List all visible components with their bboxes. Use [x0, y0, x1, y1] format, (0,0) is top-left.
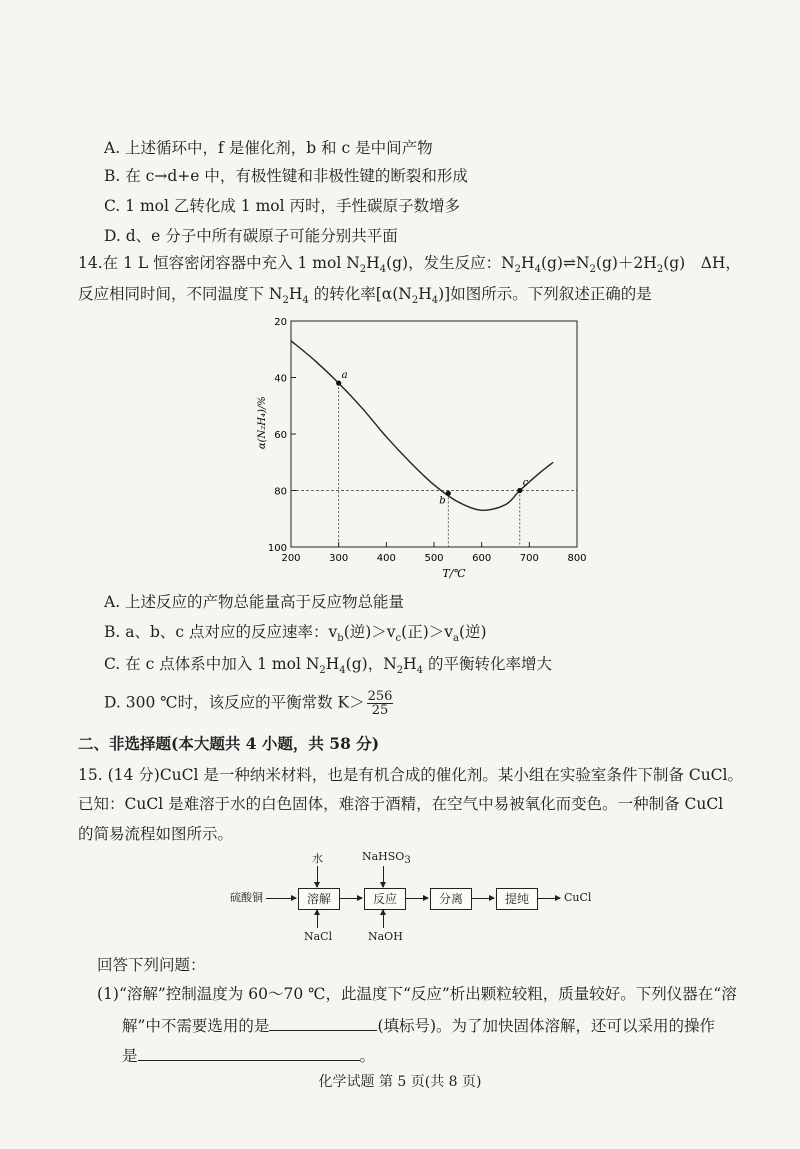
- flow-arrow: [538, 898, 560, 899]
- q15-sub1-line2: 解”中不需要选用的是 (填标号)。为了加快固体溶解，还可以采用的操作: [122, 1017, 716, 1035]
- flow-arrow: [472, 898, 494, 899]
- fraction: $\frac{256}{25}$: [367, 689, 393, 718]
- flow-naoh-label: NaOH: [368, 930, 403, 943]
- prev-option-c: C. 1 mol 乙转化成 1 mol 丙时，手性碳原子数增多: [104, 197, 460, 215]
- point-c: [517, 488, 522, 493]
- y-tick-label: 80: [274, 486, 287, 498]
- point-label-c: c: [522, 477, 529, 489]
- answer-blank[interactable]: [138, 1046, 360, 1061]
- section-heading: 二、非选择题(本大题共 4 小题，共 58 分): [78, 734, 380, 753]
- y-tick-label: 40: [274, 373, 287, 385]
- flow-arrow-down: [383, 866, 384, 887]
- q15-line1: 15. (14 分)CuCl 是一种纳米材料，也是有机合成的催化剂。某小组在实验室条件下制备 CuCl。: [78, 766, 743, 784]
- q14-stem-line1: 14.在 1 L 恒容密闭容器中充入 1 mol $N_2H_4(g)$，发生反应：$N_2H_4(g)\rightleftharpoons N_2(g)+2H_2(g)$ ΔH，: [78, 254, 741, 276]
- flow-output: CuCl: [564, 891, 592, 904]
- y-tick-label: 100: [267, 543, 287, 554]
- process-flowchart: [230, 848, 630, 948]
- y-tick-label: 20: [274, 317, 287, 328]
- x-tick-label: 400: [376, 553, 396, 564]
- page-footer: 化学试题 第 5 页(共 8 页): [318, 1074, 482, 1090]
- answer-blank[interactable]: [269, 1016, 377, 1031]
- x-tick-label: 200: [281, 553, 301, 564]
- point-b: [446, 491, 451, 496]
- flow-input: 硫酸铜: [230, 891, 263, 904]
- flow-step-react: 反应: [364, 888, 406, 910]
- x-tick-label: 300: [329, 553, 349, 564]
- q14-stem-line2: 反应相同时间，不同温度下 $N_2H_4$ 的转化率$[\alpha(N_2H_4)]$如图所示。下列叙述正确的是: [78, 285, 652, 307]
- x-axis-label: T/℃: [442, 567, 466, 580]
- flow-nahso3-label: NaHSO$_3$: [362, 850, 411, 867]
- x-tick-label: 700: [519, 553, 539, 564]
- y-tick-label: 60: [274, 430, 287, 441]
- flow-arrow-up: [383, 910, 384, 928]
- flow-nacl-label: NaCl: [304, 930, 333, 943]
- point-label-b: b: [439, 495, 446, 507]
- q15-sub1-line1: (1)“溶解”控制温度为 60～70 ℃，此温度下“反应”析出颗粒较粗，质量较好。下列仪器在“溶: [97, 985, 737, 1003]
- prev-option-a: A. 上述循环中，f 是催化剂，b 和 c 是中间产物: [104, 139, 433, 157]
- point-a: [336, 381, 341, 386]
- x-tick-label: 600: [472, 553, 492, 564]
- chart-frame: [291, 321, 577, 547]
- prev-option-b: B. 在 c→d+e 中，有极性键和非极性键的断裂和形成: [104, 167, 468, 185]
- flow-arrow: [340, 898, 362, 899]
- q14-option-a: A. 上述反应的产物总能量高于反应物总能量: [104, 593, 405, 611]
- q14-option-d: D. 300 ℃时，该反应的平衡常数 K＞ $\frac{256}{25}$: [104, 689, 393, 718]
- flow-step-dissolve: 溶解: [298, 888, 340, 910]
- q14-number: 14.: [78, 254, 103, 272]
- flow-arrow: [266, 898, 296, 899]
- q15-line2: 已知：CuCl 是难溶于水的白色固体，难溶于酒精，在空气中易被氧化而变色。一种制备 CuCl: [78, 795, 724, 813]
- q15-line3: 的简易流程如图所示。: [78, 825, 234, 843]
- q15-sub1-line3: 是 。: [122, 1047, 376, 1065]
- flow-arrow-down: [317, 866, 318, 887]
- conversion-curve: [291, 341, 553, 511]
- x-tick-label: 800: [567, 553, 587, 564]
- conversion-chart: [255, 313, 595, 585]
- conversion-chart-svg: [255, 313, 595, 585]
- y-axis-label: α(N₂H₄)/%: [257, 396, 268, 450]
- flow-arrow-up: [317, 910, 318, 928]
- flow-step-purify: 提纯: [496, 888, 538, 910]
- flow-step-separate: 分离: [430, 888, 472, 910]
- q14-option-b: B. a、b、c 点对应的反应速率：$v_b$(逆)$>v_c$(正)$>v_a$(逆): [104, 623, 487, 645]
- prev-option-d: D. d、e 分子中所有碳原子可能分别共平面: [104, 227, 398, 245]
- q14-option-c: C. 在 c 点体系中加入 1 mol $N_2H_4(g)$，$N_2H_4$ 的平衡转化率增大: [104, 655, 552, 677]
- x-tick-label: 500: [424, 553, 444, 564]
- flow-water-label: 水: [312, 852, 323, 865]
- point-label-a: a: [341, 370, 348, 382]
- flow-arrow: [406, 898, 428, 899]
- answer-intro: 回答下列问题：: [97, 956, 206, 974]
